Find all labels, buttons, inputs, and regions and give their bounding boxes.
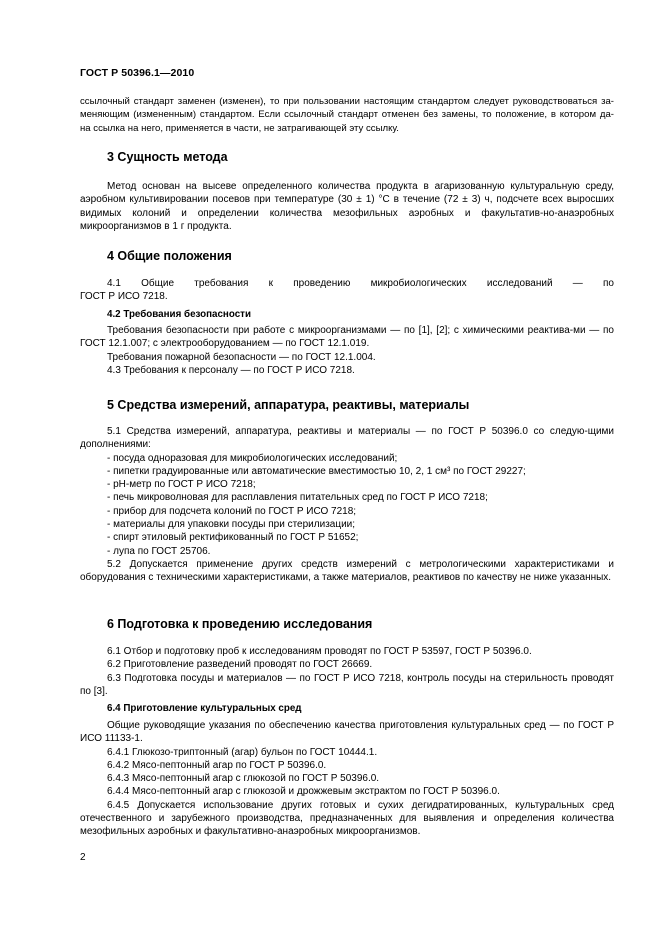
- para-6-1: 6.1 Отбор и подготовку проб к исследованиям проводят по ГОСТ Р 53597, ГОСТ Р 50396.0.: [107, 646, 532, 657]
- para-6-4: Общие руководящие указания по обеспечению качества приготовления культуральных сред — по ГОСТ Р ИСО 11133-1.: [80, 720, 614, 745]
- para-6-4-5: 6.4.5 Допускается использование других готовых и сухих дегидратированных, культуральных сред отечественного и зарубежного производства, предназначенных для выявления и определения количества мезофильных аэробных и факультативно-анаэробных микроорганизмов.: [80, 799, 614, 838]
- para-6-4-1: 6.4.1 Глюкозо-триптонный (агар) бульон по ГОСТ 10444.1.: [107, 746, 378, 758]
- para-6-2: 6.2 Приготовление разведений проводят по ГОСТ 26669.: [107, 659, 373, 671]
- subsection-6-4-heading: 6.4 Приготовление культуральных сред: [107, 703, 302, 714]
- list-item: - лупа по ГОСТ 25706.: [107, 545, 211, 557]
- para-4-3: 4.3 Требования к персоналу — по ГОСТ Р ИСО 7218.: [107, 364, 355, 376]
- section-3-body: [80, 180, 614, 233]
- para-5-2: 5.2 Допускается применение других средств измерений с метрологическими характеристиками и оборудования с техническими характеристиками, а также материалов, реактивов по качеству не ниже указанных.: [80, 558, 614, 584]
- para-6-4-2: 6.4.2 Мясо-пептонный агар по ГОСТ Р 50396.0.: [107, 759, 327, 771]
- section-4-1: [80, 277, 614, 304]
- intro-line: меняющим (измененным) стандартом. Если ссылочный стандарт отменен без замены, то положение, в котором да-: [80, 109, 614, 121]
- document-header: ГОСТ Р 50396.1—2010: [80, 67, 195, 79]
- section-5-heading: 5 Средства измерений, аппаратура, реактивы, материалы: [107, 398, 470, 412]
- section-4-2-body: [80, 324, 614, 377]
- section-3-heading: 3 Сущность метода: [107, 150, 228, 164]
- intro-line: на ссылка на него, применяется в части, не затрагивающей эту ссылку.: [80, 122, 399, 134]
- list-item: - прибор для подсчета колоний по ГОСТ Р ИСО 7218;: [107, 505, 357, 517]
- para-6-4-3: 6.4.3 Мясо-пептонный агар с глюкозой по ГОСТ Р 50396.0.: [107, 773, 380, 785]
- subsection-4-2-heading: 4.2 Требования безопасности: [107, 309, 251, 320]
- section-3-text: Метод основан на высеве определенного количества продукта в агаризованную культуральную среду, аэробном культивировании посевов при температуре (30 ± 1) °С в течение (72 ± 3) ч, подсчете всех выросших видимых колоний и определении количества мезофильных аэробных и факультатив-но-анаэробных микроорганизмов в 1 г продукта.: [80, 181, 614, 232]
- page-number: 2: [80, 852, 86, 863]
- para-6-3: 6.3 Подготовка посуды и материалов — по ГОСТ Р ИСО 7218, контроль посуды на стерильность проводят по [3].: [80, 672, 614, 697]
- section-4-heading: 4 Общие положения: [107, 249, 232, 263]
- list-item: - спирт этиловый ректификованный по ГОСТ Р 51652;: [107, 532, 359, 544]
- para-4-1-line2: ГОСТ Р ИСО 7218.: [80, 291, 168, 303]
- list-item: - материалы для упаковки посуды при стерилизации;: [107, 519, 356, 531]
- para-6-4-4: 6.4.4 Мясо-пептонный агар с глюкозой и дрожжевым экстрактом по ГОСТ Р 50396.0.: [107, 786, 500, 798]
- para-4-2b: Требования пожарной безопасности — по ГОСТ 12.1.004.: [107, 351, 376, 363]
- para-4-1-line1: 4.1 Общие требования к проведению микробиологических исследований — по: [107, 278, 614, 289]
- intro-paragraph: [80, 95, 614, 135]
- section-6-body-b: [80, 719, 614, 839]
- section-5-body: [80, 425, 614, 585]
- para-5-1: 5.1 Средства измерений, аппаратура, реактивы и материалы — по ГОСТ Р 50396.0 со следую-щими дополнениями:: [80, 426, 614, 451]
- list-item: - посуда одноразовая для микробиологических исследований;: [107, 452, 398, 464]
- para-4-2a: Требования безопасности при работе с микроорганизмами — по [1], [2]; с химическими реактива-ми — по ГОСТ 12.1.007; с электрооборудованием — по ГОСТ 12.1.019.: [80, 325, 614, 350]
- list-item: - пипетки градуированные или автоматические вместимостью 10, 2, 1 см³ по ГОСТ 29227;: [107, 465, 526, 477]
- list-item: - печь микроволновая для расплавления питательных сред по ГОСТ Р ИСО 7218;: [107, 492, 488, 504]
- section-6-body-a: [80, 645, 614, 698]
- equipment-list: [80, 452, 614, 558]
- intro-line: ссылочный стандарт заменен (изменен), то при пользовании настоящим стандартом следует руководствоваться за-: [80, 96, 614, 107]
- section-6-heading: 6 Подготовка к проведению исследования: [107, 617, 373, 631]
- list-item: - pH-метр по ГОСТ Р ИСО 7218;: [107, 479, 256, 491]
